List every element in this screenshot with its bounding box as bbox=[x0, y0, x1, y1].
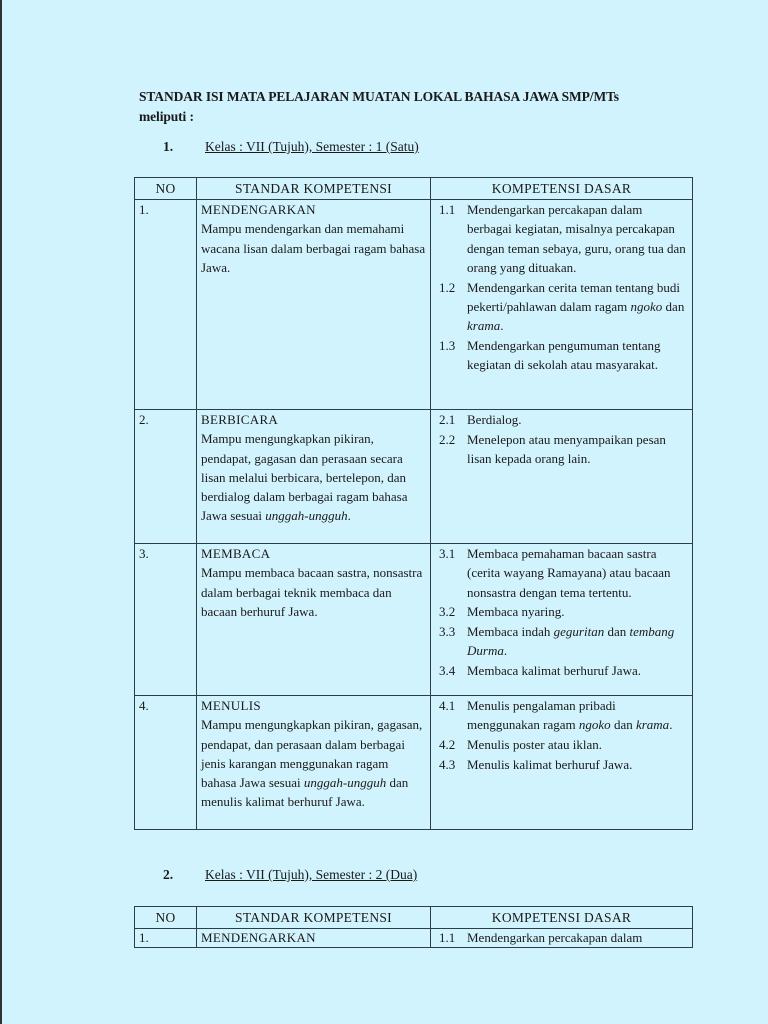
section-number: 2. bbox=[163, 867, 174, 882]
sk-title: MENDENGARKAN bbox=[201, 202, 316, 217]
section-heading-2 bbox=[163, 866, 417, 884]
kd-item bbox=[435, 200, 688, 277]
kompetensi-dasar-cell bbox=[431, 200, 693, 410]
kompetensi-dasar-cell bbox=[431, 696, 693, 830]
kd-text: Mendengarkan cerita teman tentang budi pekerti/pahlawan dalam ragam ngoko dan krama. bbox=[467, 279, 685, 334]
section-label: Kelas : VII (Tujuh), Semester : 2 (Dua) bbox=[205, 867, 418, 882]
kd-text: Menulis poster atau iklan. bbox=[467, 737, 603, 753]
kd-text: Membaca pemahaman bacaan sastra (cerita wayang Ramayana) atau bacaan nonsastra dengan tema tertentu. bbox=[467, 546, 671, 600]
kompetensi-dasar-cell bbox=[431, 410, 693, 544]
row-number: 1. bbox=[135, 929, 197, 948]
header-kompetensi-dasar: KOMPETENSI DASAR bbox=[431, 178, 693, 200]
kd-text: Menulis pengalaman pribadi menggunakan ragam ngoko dan krama. bbox=[467, 698, 673, 733]
sk-title: MENDENGARKAN bbox=[201, 930, 316, 945]
header-standar-kompetensi: STANDAR KOMPETENSI bbox=[197, 178, 431, 200]
kd-text: Mendengarkan percakapan dalam berbagai kegiatan, misalnya percakapan dengan teman sebaya, guru, orang tua dan orang yang dituakan. bbox=[467, 202, 686, 275]
section-heading-1 bbox=[163, 138, 419, 156]
kd-item bbox=[435, 544, 688, 602]
header-kompetensi-dasar: KOMPETENSI DASAR bbox=[431, 907, 693, 929]
competency-table-semester-2 bbox=[134, 906, 693, 948]
kd-text: Berdialog. bbox=[467, 412, 522, 427]
sk-description: Mampu mendengarkan dan memahami wacana lisan dalam berbagai ragam bahasa Jawa. bbox=[201, 221, 426, 275]
table-header-row bbox=[135, 907, 693, 929]
kd-code: 1.1 bbox=[439, 202, 456, 217]
competency-table-semester-1 bbox=[134, 177, 693, 830]
kd-code: 3.2 bbox=[439, 604, 456, 620]
sk-description: Mampu membaca bacaan sastra, nonsastra dalam berbagai teknik membaca dan bacaan berhuruf Jawa. bbox=[201, 565, 423, 619]
sk-description: Mampu mengungkapkan pikiran, pendapat, gagasan dan perasaan secara lisan melalui berbicara, bertelepon, dan berdialog dalam berbagai ragam bahasa Jawa sesuai unggah-ungguh. bbox=[201, 431, 408, 524]
row-number: 2. bbox=[135, 410, 197, 544]
kd-code: 1.1 bbox=[439, 930, 456, 945]
kd-text: Mendengarkan percakapan dalam bbox=[467, 930, 643, 945]
kd-code: 4.3 bbox=[439, 756, 456, 772]
kd-item bbox=[435, 410, 688, 429]
standar-kompetensi-cell bbox=[197, 929, 431, 948]
header-standar-kompetensi: STANDAR KOMPETENSI bbox=[197, 907, 431, 929]
kd-code: 4.1 bbox=[439, 698, 456, 713]
kd-item bbox=[435, 336, 688, 375]
standar-kompetensi-cell bbox=[197, 410, 431, 544]
kd-code: 1.3 bbox=[439, 338, 456, 354]
kd-text: Membaca kalimat berhuruf Jawa. bbox=[467, 663, 641, 679]
kd-item bbox=[435, 661, 688, 680]
row-number: 3. bbox=[135, 544, 197, 696]
row-number: 1. bbox=[135, 200, 197, 410]
sk-title: MENULIS bbox=[201, 698, 261, 713]
header-no: NO bbox=[135, 907, 197, 929]
kd-text: Membaca nyaring. bbox=[467, 604, 565, 620]
kd-item bbox=[435, 735, 688, 754]
kd-item bbox=[435, 929, 688, 946]
kd-item bbox=[435, 278, 688, 336]
kd-item bbox=[435, 622, 688, 661]
table-row bbox=[135, 929, 693, 948]
sk-title: BERBICARA bbox=[201, 412, 279, 427]
header-no: NO bbox=[135, 178, 197, 200]
kd-text: Mendengarkan pengumuman tentang kegiatan di sekolah atau masyarakat. bbox=[467, 338, 661, 373]
kd-code: 3.3 bbox=[439, 624, 456, 640]
kompetensi-dasar-cell bbox=[431, 544, 693, 696]
kd-code: 1.2 bbox=[439, 279, 456, 295]
kd-item bbox=[435, 755, 688, 774]
section-label: Kelas : VII (Tujuh), Semester : 1 (Satu) bbox=[205, 139, 419, 154]
standar-kompetensi-cell bbox=[197, 696, 431, 830]
kd-text: Menelepon atau menyampaikan pesan lisan kepada orang lain. bbox=[467, 431, 666, 467]
table-row bbox=[135, 200, 693, 410]
table-row bbox=[135, 544, 693, 696]
kd-text: Membaca indah geguritan dan tembang Durma. bbox=[467, 624, 675, 659]
kd-code: 2.1 bbox=[439, 412, 456, 427]
standar-kompetensi-cell bbox=[197, 544, 431, 696]
sk-description: Mampu mengungkapkan pikiran, gagasan, pendapat, dan perasaan dalam berbagai jenis karangan menggunakan ragam bahasa Jawa sesuai unggah-ungguh dan menulis kalimat berhuruf Jawa. bbox=[201, 717, 423, 810]
section-number: 1. bbox=[163, 139, 174, 154]
kd-code: 2.2 bbox=[439, 431, 456, 447]
sk-title: MEMBACA bbox=[201, 546, 271, 561]
kompetensi-dasar-cell bbox=[431, 929, 693, 948]
table-row bbox=[135, 410, 693, 544]
document-title-line-1: STANDAR ISI MATA PELAJARAN MUATAN LOKAL BAHASA JAWA SMP/MTs bbox=[139, 89, 619, 104]
kd-item bbox=[435, 430, 688, 469]
kd-text: Menulis kalimat berhuruf Jawa. bbox=[467, 756, 633, 772]
table-header-row bbox=[135, 178, 693, 200]
table-row bbox=[135, 696, 693, 830]
kd-item bbox=[435, 696, 688, 735]
document-title bbox=[139, 87, 719, 127]
kd-item bbox=[435, 602, 688, 621]
row-number: 4. bbox=[135, 696, 197, 830]
kd-code: 3.4 bbox=[439, 663, 456, 679]
kd-code: 4.2 bbox=[439, 737, 456, 753]
document-title-line-2: meliputi : bbox=[139, 109, 194, 124]
kd-code: 3.1 bbox=[439, 546, 456, 561]
standar-kompetensi-cell bbox=[197, 200, 431, 410]
